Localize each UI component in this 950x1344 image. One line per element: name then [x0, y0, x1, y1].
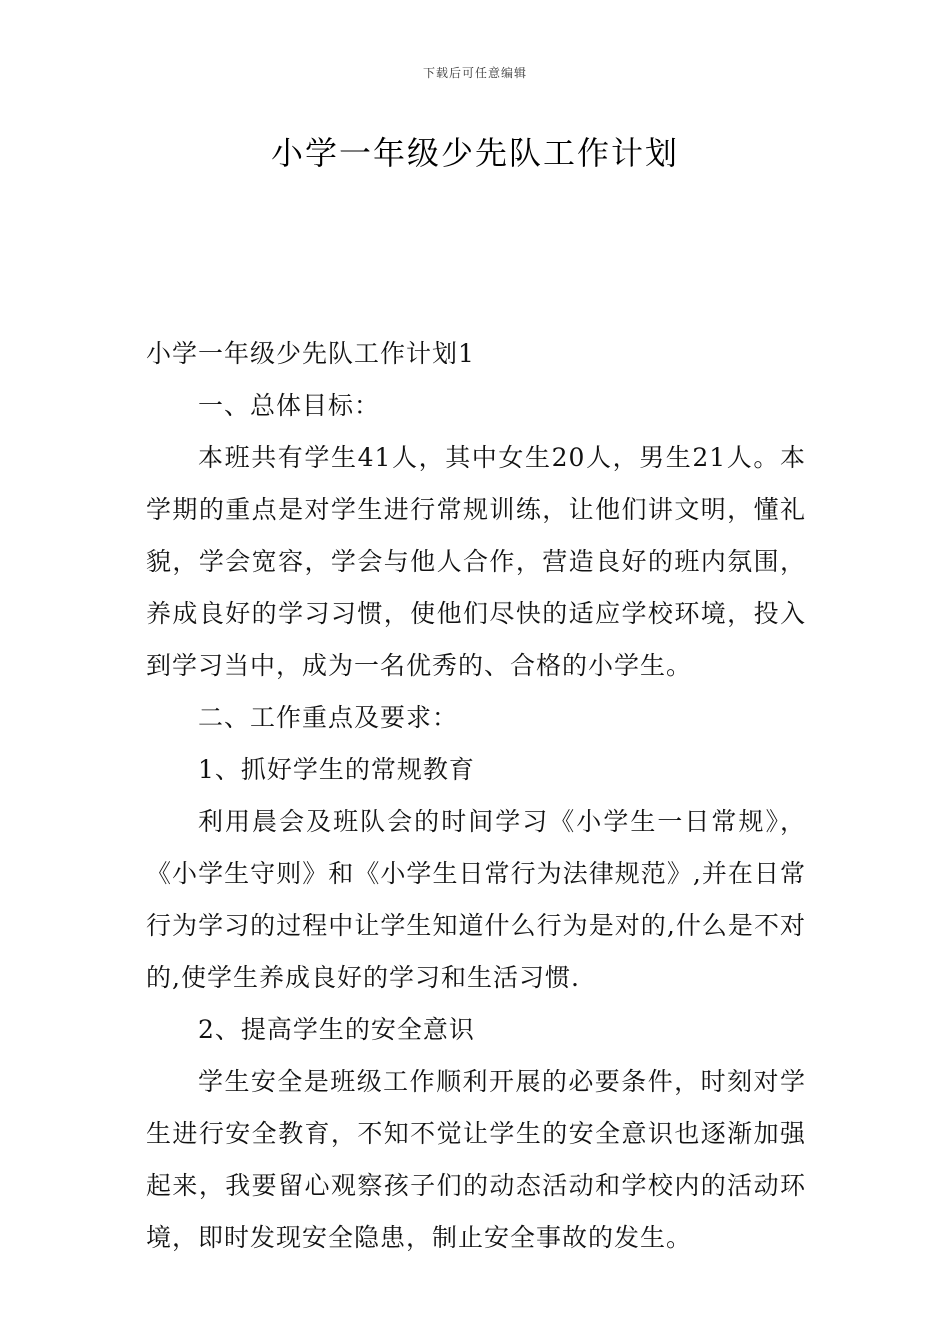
- section-heading: 小学一年级少先队工作计划1: [146, 339, 475, 368]
- subheading-safety-awareness: 2、提高学生的安全意识: [198, 1015, 475, 1044]
- paragraph-class-overview: 本班共有学生41人，其中女生20人，男生21人。本学期的重点是对学生进行常规训练，让他们讲文明，懂礼貌，学会宽容，学会与他人合作，营造良好的班内氛围，养成良好的学习习惯，使他们尽快的适应学校环境，投入到学习当中，成为一名优秀的、合格的小学生。: [146, 443, 806, 680]
- paragraph-safety-awareness: 学生安全是班级工作顺利开展的必要条件，时刻对学生进行安全教育，不知不觉让学生的安全意识也逐渐加强起来，我要留心观察孩子们的动态活动和学校内的活动环境，即时发现安全隐患，制止安全事故的发生。: [146, 1067, 806, 1252]
- document-title: 小学一年级少先队工作计划: [270, 134, 679, 172]
- header-note: 下载后可任意编辑: [422, 66, 527, 80]
- subheading-overall-goal: 一、总体目标：: [198, 391, 381, 420]
- subheading-routine-education: 1、抓好学生的常规教育: [198, 755, 475, 784]
- paragraph-routine-education: 利用晨会及班队会的时间学习《小学生一日常规》，《小学生守则》和《小学生日常行为法律规范》,并在日常行为学习的过程中让学生知道什么行为是对的,什么是不对的,使学生养成良好的学习和生活习惯.: [146, 807, 806, 992]
- subheading-work-focus: 二、工作重点及要求：: [198, 703, 459, 732]
- document-body: [146, 328, 806, 1264]
